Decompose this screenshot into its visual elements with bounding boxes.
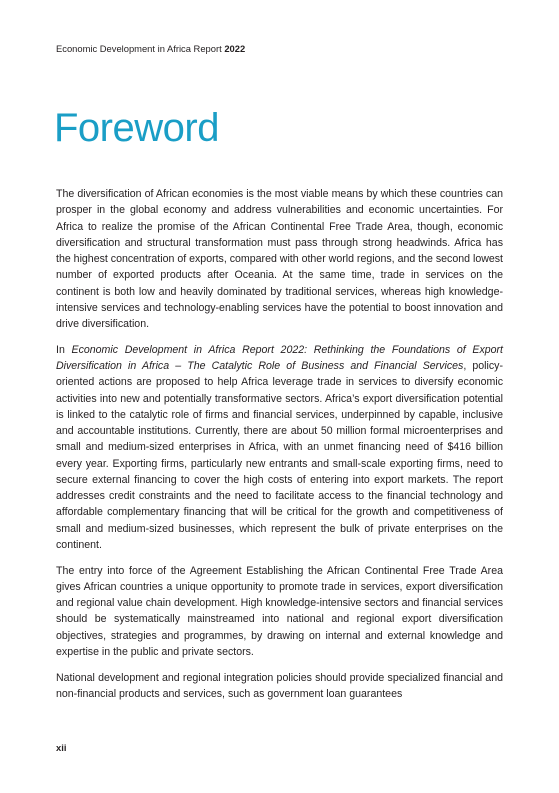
paragraph-2 (56, 342, 503, 553)
paragraph-4: National development and regional integration policies should provide specialized financial and non-financial products and services, such as government loan guarantees (56, 671, 503, 700)
page-title: Foreword (54, 106, 219, 150)
publication-name: Economic Development in Africa Report (56, 43, 222, 54)
publication-year: 2022 (224, 43, 246, 54)
paragraph-1: The diversification of African economies is the most viable means by which these countries can prosper in the global economy and address vulnerabilities and economic uncertainties. For Africa to realize the promise of the African Continental Free Trade Area, though, economic diversification and structural transformation must pass through strong headwinds. Africa has the highest concentration of exports, compared with other world regions, and the second lowest number of exported products after Oceania. At the same time, trade in services on the continent is both low and heavily dominated by traditional services, whereas high knowledge-intensive services and technology-enabling services have the potential to boost innovation and drive diversification. (56, 188, 503, 330)
paragraph-3: The entry into force of the Agreement Establishing the African Continental Free Trade Area gives African countries a unique opportunity to promote trade in services, export diversification and regional value chain development. High knowledge-intensive sectors and financial services should be systematically mainstreamed into national and regional export diversification objectives, strategies and programmes, by drawing on internal and external knowledge and expertise in the public and private sectors. (56, 564, 503, 658)
body-text (56, 186, 503, 712)
page-number: xii (56, 742, 67, 753)
paragraph-2-intro: In (56, 343, 72, 356)
running-header (56, 43, 245, 55)
report-title-citation: Economic Development in Africa Report 2022: Rethinking the Foundations of Export Diversification in Africa – The Catalytic Role of Business and Financial Services (56, 343, 503, 372)
paragraph-2-body: , policy-oriented actions are proposed to help Africa leverage trade in services to diversify economic activities into new and potentially transformative sectors. Africa’s export diversification potential is linked to the catalytic role of firms and financial services, underpinned by capable, inclusive and accountable institutions. Currently, there are about 50 million formal microenterprises and small and medium-sized enterprises in Africa, with an unmet financing need of $416 billion every year. Exporting firms, particularly new entrants and small-scale exporting firms, need to secure external financing to cover the high costs of entering into export markets. The report addresses credit constraints and the need to facilitate access to the financial technology and affordable complementary financing that will be critical for the growth and competitiveness of small and medium-sized businesses, which represent the bulk of private enterprises on the continent. (56, 360, 504, 551)
